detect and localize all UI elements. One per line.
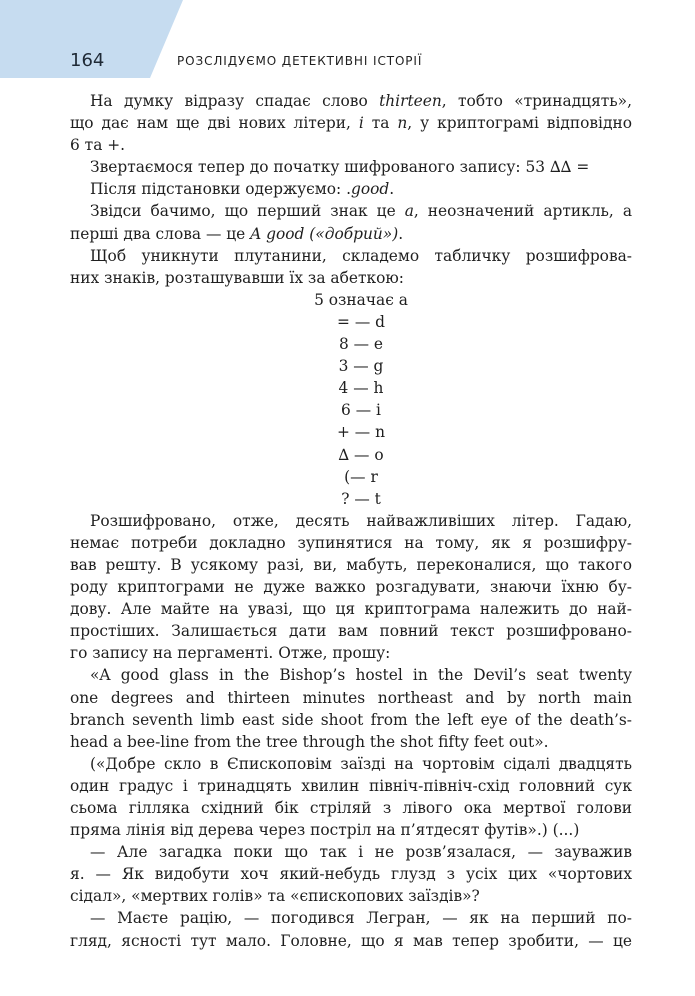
text-line: сьома гілляка східний бік стріляй з лівого ока мертвої голови [70,799,632,817]
text-line: один градус і тринадцять хвилин північ-північ-схід головний сук [70,776,632,795]
text-line: 6 та +. [70,136,126,155]
text-line: Після підстановки одержуємо: .good. [90,180,395,199]
text-line: branch seventh limb east side shoot from the left eye of the death’s- [70,710,632,729]
cipher-row: 3 — g [338,357,384,376]
cipher-row: = — d [337,312,385,331]
text-line: пряма лінія від дерева через постріл на п’ятдесят футів».) (...) [70,821,580,840]
cipher-row: ? — t [341,489,381,508]
paragraph [70,510,632,665]
text-line: простіших. Залишається дати вам повний текст розшифровано- [70,622,632,641]
text-line: Звертаємося тепер до початку шифрованого запису: 53 ∆∆ = [90,158,590,177]
text-line: «A good glass in the Bishop’s hostel in the Devil’s seat twenty [90,666,632,685]
text-line: сідал», «мертвих голів» та «єпископових заїздів»? [70,887,480,906]
paragraph [70,907,632,951]
section-title: РОЗСЛІДУЄМО ДЕТЕКТИВНІ ІСТОРІЇ [177,54,423,68]
text-line: гляд, ясності тут мало. Головне, що я мав тепер зробити, — це [70,931,632,950]
text-line: На думку відразу спадає слово thirteen, тобто «тринадцять», [90,92,632,110]
text-line: що дає нам ще дві нових літери, i та n, у криптограмі відповідно [70,114,632,133]
text-line: роду криптограми не дуже важко розгадувати, знаючи їхню бу- [70,578,632,597]
quote-translation [70,753,632,841]
text-line: дову. Але майте на увазі, що ця криптограма належить до най- [70,600,632,619]
cipher-table [90,289,632,510]
text-line: го запису на пергаменті. Отже, прошу: [70,644,391,663]
text-line: one degrees and thirteen minutes northeast and by north main [70,688,632,707]
quote-english [70,664,632,752]
cipher-row: 5 означає а [314,290,408,309]
cipher-row: 4 — h [338,379,384,398]
text-line: Розшифровано, отже, десять найважливіших літер. Гадаю, [90,511,632,530]
paragraph [90,178,632,200]
cipher-row: 6 — i [341,401,381,420]
text-line: — Але загадка поки що так і не розв’язалася, — зауважив [90,843,632,862]
page-number: 164 [70,50,105,71]
page-body [70,90,632,952]
text-line: перші два слова — це A good («добрий»). [70,224,404,243]
paragraph [70,245,632,289]
cipher-row: (— r [344,467,378,486]
cipher-row: 8 — e [338,335,384,354]
cipher-row: + — n [337,423,385,442]
text-line: я. — Як видобути хоч який-небудь глузд з усіх цих «чортових [70,865,632,884]
text-line: Звідси бачимо, що перший знак це a, неозначений артикль, а [90,202,632,221]
paragraph [70,200,632,244]
text-line: вав решту. В усякому разі, ви, мабуть, переконалися, що такого [70,555,632,574]
text-line: Щоб уникнути плутанини, складемо табличку розшифрова- [90,246,632,265]
text-line: head a bee-line from the tree through the shot fifty feet out». [70,732,549,751]
paragraph [70,90,632,156]
text-line: них знаків, розташувавши їх за абеткою: [70,268,404,287]
text-line: — Маєте рацію, — погодився Легран, — як на перший по- [90,909,632,928]
paragraph [90,156,632,178]
text-line: немає потреби докладно зупинятися на тому, як я розшифру- [70,533,632,552]
cipher-row: ∆ — o [338,445,384,464]
paragraph [70,841,632,907]
text-line: («Добре скло в Єпископовім заїзді на чортовім сідалі двадцять [90,754,632,773]
